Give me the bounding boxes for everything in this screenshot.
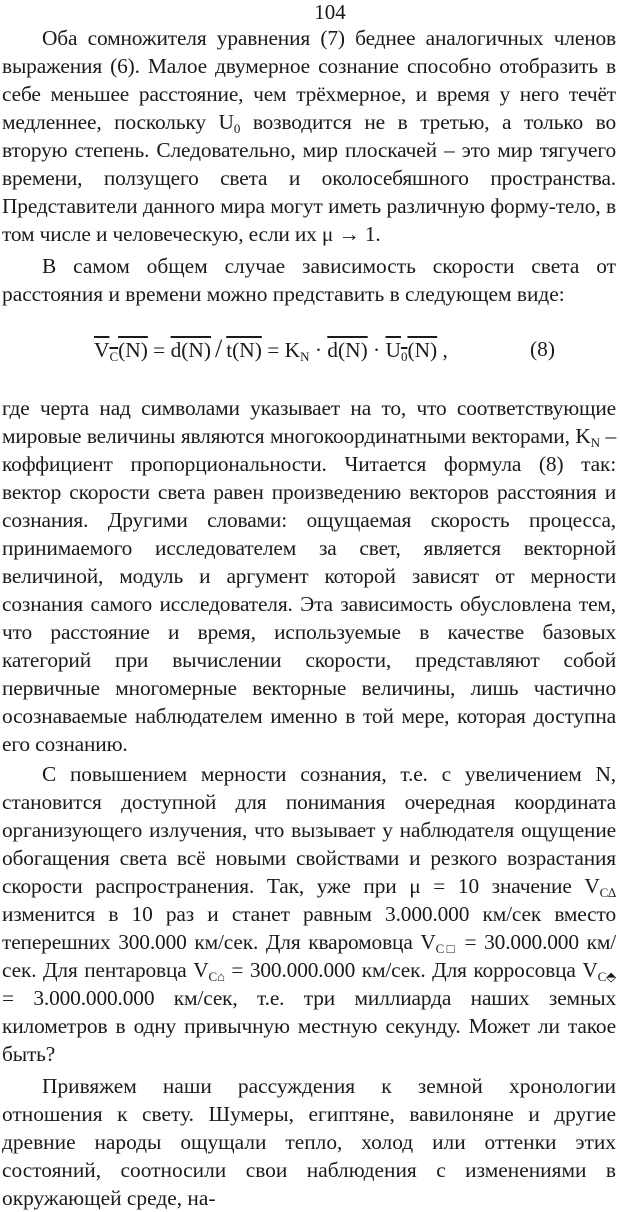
page-number: 104 [314, 0, 346, 24]
paragraph-3: где черта над символами указывает на то, что соответствующие мировые величины являются многокоординатными векторами, $K_N$ – коффициент пропорциональности. Читается формула (8) так: вектор скорости света равен произведению векторов расстояния и сознания. Другими словами: ощущаемая скорость процесса, принимаемого исследователем за свет, является векторной величиной, модуль и аргумент которой зависят от мерности сознания самого исследователя. Эта зависимость обусловлена тем, что расстояние и время, используемые в качестве базовых категорий при вычислении скорости, представляют собой первичные многомерные векторные величины, лишь частично осознаваемые наблюдателем именно в той мере, которая доступна его сознанию. [2, 396, 616, 756]
paragraph-2: В самом общем случае зависимость скорости света от расстояния и времени можно представить в следующем виде: [2, 254, 616, 306]
paragraph-4: С повышением мерности сознания, т.е. с увеличением N, становится доступной для понимания очередная координата организующего излучения, что вызывает у наблюдателя ощущение обогащения света всё новыми свойствами и резкого возрастания скорости распространения. Так, уже при μ = 10 значение $V_{C\Delta}$ изменится в 10 раз и станет равным 3.000.000 км/сек вместо теперешних 300.000 км/сек. Для кваромовца $V_{C□} = 30.000.000$ км/сек. Для пентаровца $V_{C⌂} = 300.000.000$ км/сек. Для корросовца $V_{C⬘} = 3.000.000.000$ км/сек, т.е. три миллиарда наших земных километров в одну привычную местную секунду. Может ли такое быть? [2, 762, 617, 1066]
formula-number: (8) [530, 337, 555, 361]
paragraph-5: Привяжем наши рассуждения к земной хронологии отношения к свету. Шумеры, египтяне, вавилоняне и другие древние народы ощущали тепло, холод или оттенки этих состояний, соотносили свои наблюдения с изменениями в окружающей среде, на- [2, 1074, 616, 1210]
paragraph-1: Оба сомножителя уравнения (7) беднее аналогичных членов выражения (6). Малое двумерное сознание способно отобразить в себе меньшее расстояние, чем трёхмерное, и время у него течёт медленнее, поскольку $U_0$ возводится не в третью, а только во вторую степень. Следовательно, мир плоскачей – это мир тягучего времени, ползущего света и околосебяшного пространства. Представители данного мира могут иметь различную форму-тело, в том числе и человеческую, если их μ → 1. [2, 26, 616, 246]
page-body [2, 24, 616, 1212]
distance-vector-2: d(N) [327, 338, 368, 362]
distance-vector: d(N) [170, 338, 211, 362]
consciousness-vector: $U_0(N)$ [385, 338, 438, 364]
formula-row [2, 314, 616, 390]
proportionality-coefficient: $K_N$ [284, 338, 310, 364]
velocity-vector: $V_C(N)$ [94, 338, 148, 364]
formula-8: $V_C(N) = d(N) / t(N) = K_N \cdot d(N) \cdot U_0(N)$ , [94, 334, 448, 364]
time-vector: t(N) [226, 338, 262, 362]
